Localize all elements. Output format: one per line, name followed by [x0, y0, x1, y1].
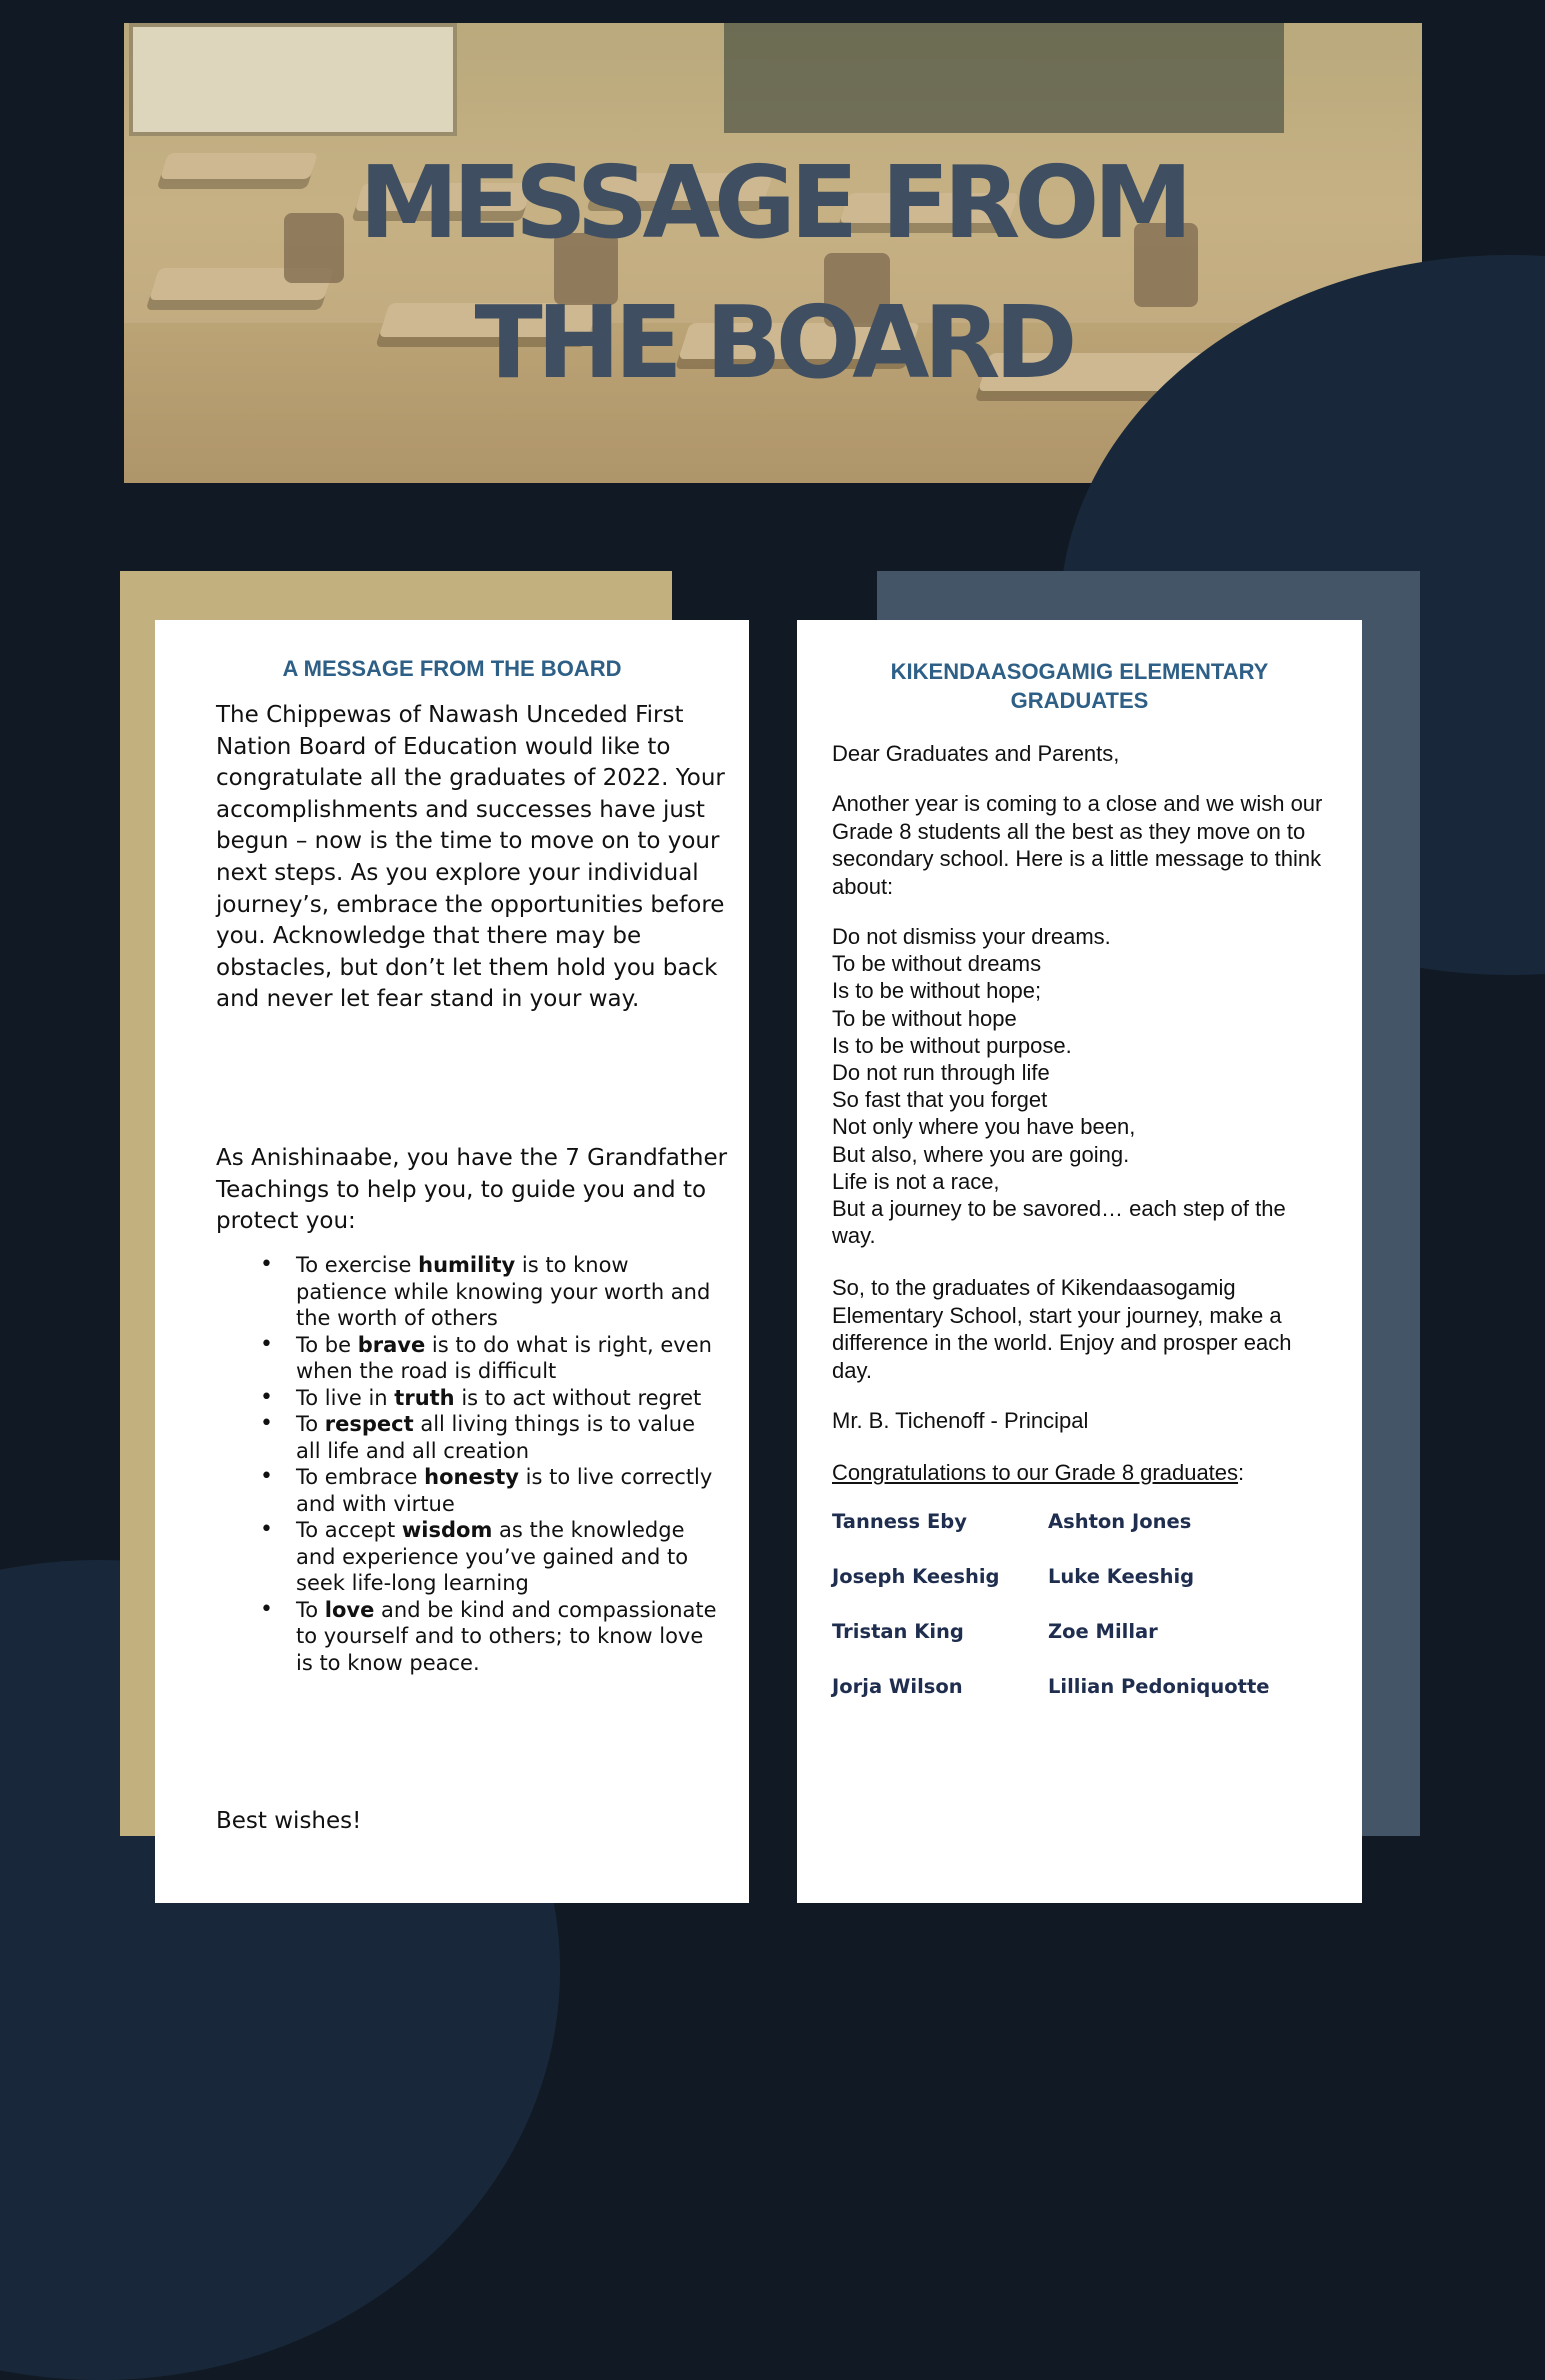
teaching-item [260, 1411, 720, 1464]
bullet-icon: • [260, 1411, 273, 1436]
grandfather-teachings-list [260, 1252, 720, 1676]
header-banner [124, 23, 1422, 483]
graduate-name: Zoe Millar [1048, 1620, 1158, 1643]
letter-greeting: Dear Graduates and Parents, [832, 741, 1120, 766]
teaching-text: is to live correctly and with virtue [296, 1465, 713, 1516]
graduate-name: Luke Keeshig [1048, 1565, 1195, 1588]
graduates-heading: KIKENDAASOGAMIG ELEMENTARY GRADUATES [890, 659, 1269, 713]
poem-line: But a journey to be savored… each step of the way. [832, 1196, 1286, 1249]
letter-intro: Another year is coming to a close and we wish our Grade 8 students all the best as they move on to secondary school. Here is a little message to think about: [832, 791, 1323, 899]
teaching-text: as the knowledge and experience you’ve gained and to seek life-long learning [296, 1518, 689, 1595]
teaching-text: To accept [296, 1518, 402, 1542]
bullet-icon: • [260, 1331, 273, 1357]
teaching-text: To exercise [296, 1253, 419, 1277]
bullet-icon: • [260, 1517, 273, 1542]
teaching-item [260, 1252, 720, 1332]
congratulations-label [832, 1459, 1332, 1487]
poem-line: Is to be without hope; [832, 978, 1042, 1004]
teaching-keyword: love [324, 1597, 375, 1622]
teaching-text: is to act without regret [454, 1385, 702, 1410]
poem-line: Do not run through life [832, 1060, 1050, 1086]
poem-line: Do not dismiss your dreams. [832, 924, 1111, 949]
bullet-icon: • [260, 1384, 273, 1410]
teaching-text: To be [296, 1332, 358, 1357]
whiteboard [129, 23, 457, 136]
teaching-text: To [296, 1412, 325, 1436]
board-message-card [155, 620, 749, 1903]
poem [832, 923, 1332, 1249]
teaching-keyword: brave [357, 1332, 426, 1357]
page-title-line1: MESSAGE FROM [359, 144, 1187, 261]
graduate-name: Ashton Jones [1048, 1510, 1192, 1533]
poem-line: To be without hope [832, 1005, 1017, 1031]
teaching-text: is to do what is right, even when the road is difficult [296, 1332, 712, 1383]
page-title-line2: THE BOARD [474, 284, 1072, 401]
teaching-item [260, 1517, 720, 1597]
graduates-card [797, 620, 1362, 1903]
bullet-icon: • [260, 1252, 273, 1277]
chalkboard [724, 23, 1284, 133]
graduate-name: Tanness Eby [832, 1510, 967, 1533]
teaching-keyword: humility [418, 1253, 516, 1277]
teaching-keyword: honesty [424, 1465, 519, 1489]
teaching-item [260, 1385, 720, 1412]
poem-line: Life is not a race, [832, 1168, 1000, 1194]
teaching-text: is to know patience while knowing your worth and the worth of others [296, 1253, 711, 1330]
congratulations-text: Congratulations to our Grade 8 graduates [832, 1460, 1239, 1485]
teaching-text: To live in [296, 1385, 395, 1410]
board-message-paragraph: The Chippewas of Nawash Unceded First Nation Board of Education would like to congratulate all the graduates of 2022. Your accomplishments and successes have just begun – now is the time to move on to your next steps. As you explore your individual journey’s, embrace the opportunities before you. Acknowledge that there may be obstacles, but don’t let them hold you back and never let fear stand in your way. [216, 702, 725, 1013]
letter-closing-paragraph: So, to the graduates of Kikendaasogamig Elementary School, start your journey, make a difference in the world. Enjoy and prosper each day. [832, 1275, 1292, 1383]
poem-line: Is to be without purpose. [832, 1032, 1072, 1058]
graduates-list [832, 1508, 1332, 1701]
teaching-text: all living things is to value all life and all creation [296, 1412, 696, 1463]
graduate-name: Jorja Wilson [832, 1675, 963, 1698]
teaching-item [260, 1464, 720, 1517]
teaching-text: To [296, 1597, 325, 1622]
teachings-intro: As Anishinaabe, you have the 7 Grandfather Teachings to help you, to guide you and to protect you: [216, 1145, 728, 1235]
board-message-heading: A MESSAGE FROM THE BOARD [282, 656, 622, 681]
closing-wishes: Best wishes! [216, 1808, 362, 1834]
graduate-name: Tristan King [832, 1620, 964, 1643]
teaching-keyword: truth [394, 1385, 455, 1410]
graduate-name: Lillian Pedoniquotte [1048, 1675, 1270, 1698]
teaching-keyword: wisdom [401, 1518, 493, 1542]
bullet-icon: • [260, 1464, 273, 1489]
teaching-item [260, 1597, 720, 1677]
teaching-text: To embrace [296, 1465, 425, 1489]
congratulations-colon: : [1238, 1460, 1245, 1485]
poem-line: To be without dreams [832, 951, 1042, 977]
teaching-keyword: respect [324, 1412, 414, 1436]
principal-signature: Mr. B. Tichenoff - Principal [832, 1408, 1089, 1433]
graduate-name: Joseph Keeshig [832, 1565, 1000, 1588]
teaching-item [260, 1332, 720, 1385]
poem-line: So fast that you forget [832, 1087, 1048, 1113]
teaching-text: and be kind and compassionate to yourself and to others; to know love is to know peace. [296, 1597, 717, 1675]
bullet-icon: • [260, 1596, 273, 1622]
poem-line: Not only where you have been, [832, 1114, 1136, 1140]
poem-line: But also, where you are going. [832, 1141, 1130, 1167]
